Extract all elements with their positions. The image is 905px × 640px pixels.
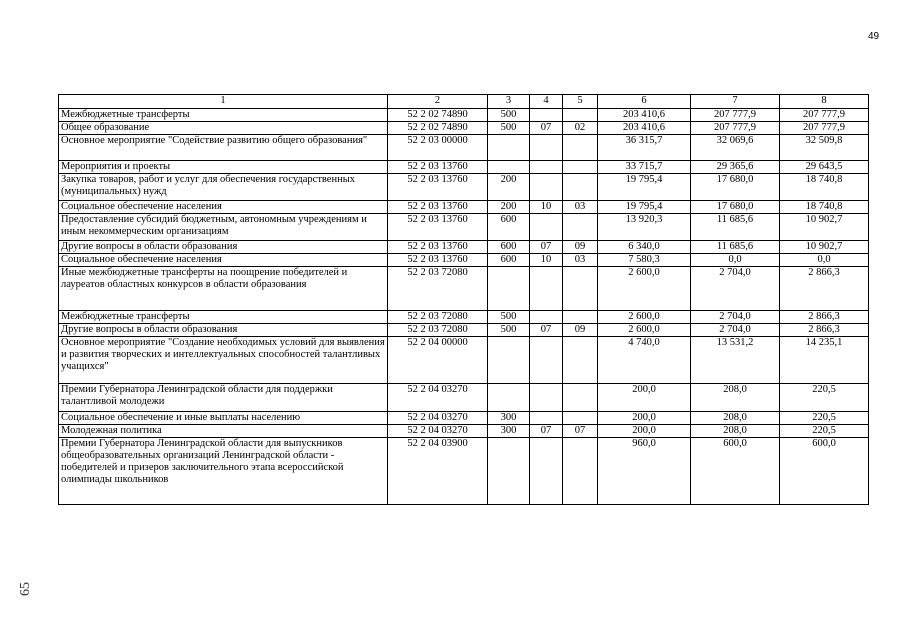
- cell-name: Основное мероприятие "Содействие развитию общего образования": [59, 135, 388, 161]
- cell-y1: 13 920,3: [598, 214, 691, 241]
- cell-pr: [563, 438, 598, 505]
- cell-pr: 03: [563, 201, 598, 214]
- table-row: [59, 412, 869, 425]
- cell-y2: 2 704,0: [691, 324, 780, 337]
- table-row: [59, 241, 869, 254]
- cell-rz: [530, 174, 563, 201]
- cell-name: Другие вопросы в области образования: [59, 241, 388, 254]
- cell-vr: [488, 337, 530, 384]
- cell-code: 52 2 04 03900: [388, 438, 488, 505]
- cell-rz: [530, 412, 563, 425]
- cell-y1: 33 715,7: [598, 161, 691, 174]
- cell-vr: 600: [488, 214, 530, 241]
- table-row: [59, 161, 869, 174]
- cell-y3: 2 866,3: [780, 324, 869, 337]
- cell-pr: 09: [563, 241, 598, 254]
- cell-vr: 500: [488, 324, 530, 337]
- cell-rz: 10: [530, 254, 563, 267]
- cell-pr: [563, 174, 598, 201]
- header-cell: 3: [488, 95, 530, 109]
- cell-y1: 2 600,0: [598, 311, 691, 324]
- cell-y1: 7 580,3: [598, 254, 691, 267]
- cell-code: 52 2 03 13760: [388, 201, 488, 214]
- table-row: [59, 201, 869, 214]
- header-cell: 7: [691, 95, 780, 109]
- cell-name: Предоставление субсидий бюджетным, автономным учреждениям и иным некоммерческим организациям: [59, 214, 388, 241]
- cell-vr: [488, 438, 530, 505]
- cell-y1: 203 410,6: [598, 122, 691, 135]
- cell-code: 52 2 03 72080: [388, 324, 488, 337]
- cell-y3: 207 777,9: [780, 122, 869, 135]
- cell-name: Мероприятия и проекты: [59, 161, 388, 174]
- cell-y3: 18 740,8: [780, 201, 869, 214]
- cell-rz: [530, 267, 563, 311]
- cell-name: Другие вопросы в области образования: [59, 324, 388, 337]
- cell-y1: 19 795,4: [598, 201, 691, 214]
- cell-rz: [530, 135, 563, 161]
- cell-name: Социальное обеспечение населения: [59, 254, 388, 267]
- cell-pr: 02: [563, 122, 598, 135]
- cell-y3: 29 643,5: [780, 161, 869, 174]
- cell-y2: 29 365,6: [691, 161, 780, 174]
- cell-vr: 200: [488, 201, 530, 214]
- cell-pr: [563, 337, 598, 384]
- cell-pr: [563, 412, 598, 425]
- cell-y3: 10 902,7: [780, 241, 869, 254]
- cell-y2: 207 777,9: [691, 109, 780, 122]
- cell-rz: 07: [530, 425, 563, 438]
- cell-vr: 600: [488, 254, 530, 267]
- table-row: [59, 174, 869, 201]
- cell-vr: 300: [488, 425, 530, 438]
- cell-rz: [530, 337, 563, 384]
- cell-code: 52 2 03 13760: [388, 214, 488, 241]
- cell-code: 52 2 04 00000: [388, 337, 488, 384]
- cell-pr: [563, 135, 598, 161]
- cell-y1: 200,0: [598, 412, 691, 425]
- cell-name: Основное мероприятие "Создание необходимых условий для выявления и развития творческих и интеллектуальных способностей талантливых учащихся": [59, 337, 388, 384]
- cell-rz: [530, 109, 563, 122]
- cell-y1: 200,0: [598, 384, 691, 412]
- cell-y2: 208,0: [691, 425, 780, 438]
- cell-name: Социальное обеспечение и иные выплаты населению: [59, 412, 388, 425]
- table-row: [59, 254, 869, 267]
- budget-table: [58, 94, 869, 505]
- cell-code: 52 2 04 03270: [388, 384, 488, 412]
- table-row: [59, 384, 869, 412]
- cell-vr: 200: [488, 174, 530, 201]
- table-row: [59, 122, 869, 135]
- header-cell: 1: [59, 95, 388, 109]
- cell-y1: 2 600,0: [598, 267, 691, 311]
- cell-rz: [530, 161, 563, 174]
- cell-y2: 17 680,0: [691, 174, 780, 201]
- cell-code: 52 2 03 13760: [388, 174, 488, 201]
- cell-y1: 36 315,7: [598, 135, 691, 161]
- cell-y3: 207 777,9: [780, 109, 869, 122]
- table-row: [59, 337, 869, 384]
- table-row: [59, 425, 869, 438]
- cell-y3: 220,5: [780, 425, 869, 438]
- cell-y3: 220,5: [780, 412, 869, 425]
- cell-y3: 2 866,3: [780, 311, 869, 324]
- cell-code: 52 2 02 74890: [388, 122, 488, 135]
- cell-vr: [488, 135, 530, 161]
- cell-code: 52 2 03 00000: [388, 135, 488, 161]
- cell-y1: 4 740,0: [598, 337, 691, 384]
- cell-name: Общее образование: [59, 122, 388, 135]
- cell-name: Премии Губернатора Ленинградской области для поддержки талантливой молодежи: [59, 384, 388, 412]
- table-row: [59, 438, 869, 505]
- cell-pr: [563, 267, 598, 311]
- cell-y3: 32 509,8: [780, 135, 869, 161]
- cell-y3: 600,0: [780, 438, 869, 505]
- cell-code: 52 2 04 03270: [388, 412, 488, 425]
- cell-pr: [563, 161, 598, 174]
- table-body: [59, 95, 869, 505]
- cell-pr: [563, 109, 598, 122]
- header-cell: 4: [530, 95, 563, 109]
- cell-name: Межбюджетные трансферты: [59, 311, 388, 324]
- cell-name: Межбюджетные трансферты: [59, 109, 388, 122]
- cell-vr: 500: [488, 311, 530, 324]
- cell-rz: 07: [530, 241, 563, 254]
- header-cell: 5: [563, 95, 598, 109]
- cell-y3: 0,0: [780, 254, 869, 267]
- cell-y2: 600,0: [691, 438, 780, 505]
- cell-y3: 2 866,3: [780, 267, 869, 311]
- cell-y2: 207 777,9: [691, 122, 780, 135]
- cell-vr: 600: [488, 241, 530, 254]
- cell-y2: 11 685,6: [691, 214, 780, 241]
- cell-pr: 09: [563, 324, 598, 337]
- cell-code: 52 2 03 13760: [388, 161, 488, 174]
- cell-rz: [530, 214, 563, 241]
- table-row: [59, 135, 869, 161]
- cell-pr: [563, 384, 598, 412]
- cell-y2: 32 069,6: [691, 135, 780, 161]
- cell-code: 52 2 03 72080: [388, 267, 488, 311]
- cell-y2: 11 685,6: [691, 241, 780, 254]
- cell-y2: 2 704,0: [691, 311, 780, 324]
- table-row: [59, 324, 869, 337]
- cell-code: 52 2 04 03270: [388, 425, 488, 438]
- cell-name: Молодежная политика: [59, 425, 388, 438]
- cell-y2: 0,0: [691, 254, 780, 267]
- cell-name: Иные межбюджетные трансферты на поощрение победителей и лауреатов областных конкурсов в области образования: [59, 267, 388, 311]
- cell-rz: [530, 384, 563, 412]
- cell-vr: 500: [488, 122, 530, 135]
- side-margin-mark: 65: [18, 582, 33, 596]
- cell-y3: 10 902,7: [780, 214, 869, 241]
- cell-code: 52 2 03 13760: [388, 254, 488, 267]
- cell-pr: 03: [563, 254, 598, 267]
- cell-vr: 300: [488, 412, 530, 425]
- cell-vr: [488, 384, 530, 412]
- cell-code: 52 2 03 13760: [388, 241, 488, 254]
- cell-code: 52 2 03 72080: [388, 311, 488, 324]
- cell-rz: 07: [530, 324, 563, 337]
- header-cell: 2: [388, 95, 488, 109]
- cell-y2: 208,0: [691, 412, 780, 425]
- table-header-row: [59, 95, 869, 109]
- cell-rz: [530, 311, 563, 324]
- cell-y1: 203 410,6: [598, 109, 691, 122]
- cell-y2: 2 704,0: [691, 267, 780, 311]
- cell-code: 52 2 02 74890: [388, 109, 488, 122]
- cell-pr: [563, 214, 598, 241]
- cell-y1: 2 600,0: [598, 324, 691, 337]
- cell-y2: 17 680,0: [691, 201, 780, 214]
- cell-rz: [530, 438, 563, 505]
- cell-pr: 07: [563, 425, 598, 438]
- cell-y1: 960,0: [598, 438, 691, 505]
- cell-y3: 14 235,1: [780, 337, 869, 384]
- cell-vr: [488, 267, 530, 311]
- cell-y2: 208,0: [691, 384, 780, 412]
- cell-rz: 10: [530, 201, 563, 214]
- page-number: 49: [868, 31, 880, 42]
- table-row: [59, 214, 869, 241]
- cell-y1: 19 795,4: [598, 174, 691, 201]
- cell-y1: 200,0: [598, 425, 691, 438]
- cell-y3: 18 740,8: [780, 174, 869, 201]
- cell-y3: 220,5: [780, 384, 869, 412]
- table-row: [59, 267, 869, 311]
- table-row: [59, 311, 869, 324]
- header-cell: 8: [780, 95, 869, 109]
- cell-y1: 6 340,0: [598, 241, 691, 254]
- cell-name: Социальное обеспечение населения: [59, 201, 388, 214]
- header-cell: 6: [598, 95, 691, 109]
- cell-name: Закупка товаров, работ и услуг для обеспечения государственных (муниципальных) нужд: [59, 174, 388, 201]
- cell-rz: 07: [530, 122, 563, 135]
- cell-vr: 500: [488, 109, 530, 122]
- cell-pr: [563, 311, 598, 324]
- table-row: [59, 109, 869, 122]
- cell-vr: [488, 161, 530, 174]
- cell-y2: 13 531,2: [691, 337, 780, 384]
- cell-name: Премии Губернатора Ленинградской области для выпускников общеобразовательных организаций Ленинградской области - победителей и призеров заключительного этапа всероссийской олимпиады школьников: [59, 438, 388, 505]
